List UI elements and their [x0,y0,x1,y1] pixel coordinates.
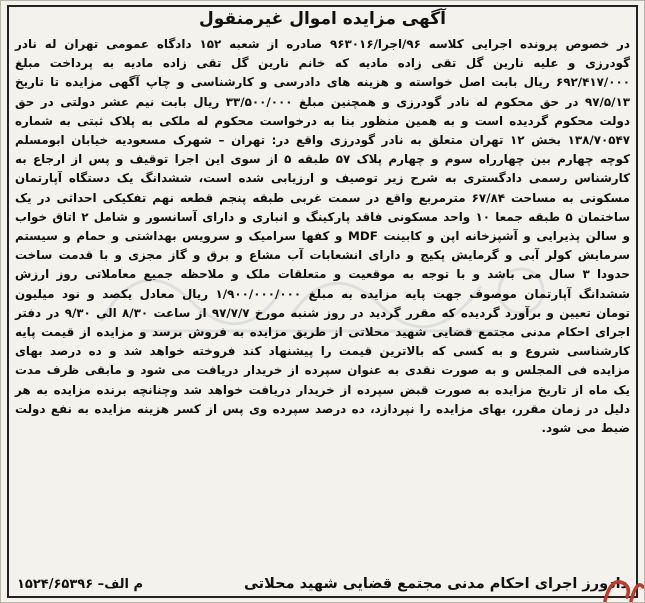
notice-body: در خصوص پرونده اجرایی کلاسه ۹۶/اجرا/۹۶۳۰۱۶ صادره از شعبه ۱۵۲ دادگاه عمومی تهران له نادر گودرزی و علیه نارین گل تقی زاده مادیه که خانم نارین گل تقی زاده مادیه به پرداخت مبلغ ۶۹۲/۴۱۷/۰۰۰ ریال بابت اصل خواسته و هزینه های دادرسی و کارشناسی و چاپ آگهی مزایده تا تاریخ ۹۷/۵/۱۳ در حق محکوم له نادر گودرزی و همچنین مبلغ ۳۳/۵۰۰/۰۰۰ ریال بابت نیم عشر دولتی در حق دولت محکوم گردیده است و به همین منظور بنا به درخواست محکوم له ملکی به پلاک ثبتی به شماره ۱۳۸/۷۰۵۴۷ بخش ۱۲ تهران متعلق به نادر گودرزی واقع در: تهران – شهرک مسعودیه خیابان ابومسلم کوچه چهارم بین چهارراه سوم و چهارم پلاک ۵۷ طبقه ۵ از سوی این اجرا توقیف و پس از ارجاع به کارشناس رسمی دادگستری به شرح زیر توصیف و ارزیابی شده است، ششدانگ یک دستگاه آپارتمان مسکونی به مساحت ۶۷/۸۴ مترمربع واقع در سمت غربی طبقه پنجم قطعه نهم تفکیکی احداثی در یک ساختمان ۵ طبقه جمعا ۱۰ واحد مسکونی فاقد پارکینگ و انباری و دارای آسانسور و شامل ۲ اتاق خواب و سالن پذیرایی و آشپزخانه اپن و کابینت MDF و کفها سرامیک و سرویس بهداشتی و حمام و سیستم سرمایش کولر آبی و گرمایش پکیج و دارای انشعابات آب مشاع و برق و گاز مجزی و با قدمت ساخت حدودا ۳ سال می باشد و با توجه به موقعیت و متعلقات ملک و ملاحظه جمیع معاملاتی روز ارزش ششدانگ آپارتمان موصوف جهت پایه مزایده به مبلغ ۱/۹۰۰/۰۰۰/۰۰۰ ریال معادل یکصد و نود میلیون تومان تعیین و برآورد گردیده که مقرر گردید در روز شنبه مورخ ۹۷/۷/۷ از ساعت ۸/۳۰ الی ۹/۳۰ در دفتر اجرای احکام مدنی مجتمع قضایی شهید محلاتی از طریق مزایده به فروش برسد و مزایده از قیمت پایه کارشناسی شروع و به کسی که بالاترین قیمت را پیشنهاد کند فروخته خواهد شد و ده درصد بهای مزایده فی المجلس و به صورت نقدی به عنوان سپرده از خریدار دریافت می شود و مابقی ظرف مدت یک ماه از تاریخ مزایده به صورت قبض سپرده از خریدار دریافت خواهد شد وچنانچه برنده مزایده به هر دلیل در زمان مقرر، بهای مزایده را نپردازد، ده درصد سپرده وی پس از کسر هزینه مزایده به نفع دولت ضبط می شود. [15,37,631,436]
red-stamp-mark [601,573,645,603]
notice-footer [17,576,628,592]
notice-title: آگهی مزایده اموال غیرمنقول [199,9,446,29]
reference-code: ۱۵۲۴/۶۵۳۹۶ –م الف [17,577,144,592]
signature-line: دادورز اجرای احکام مدنی مجتمع قضایی شهید محلاتی [244,576,628,592]
